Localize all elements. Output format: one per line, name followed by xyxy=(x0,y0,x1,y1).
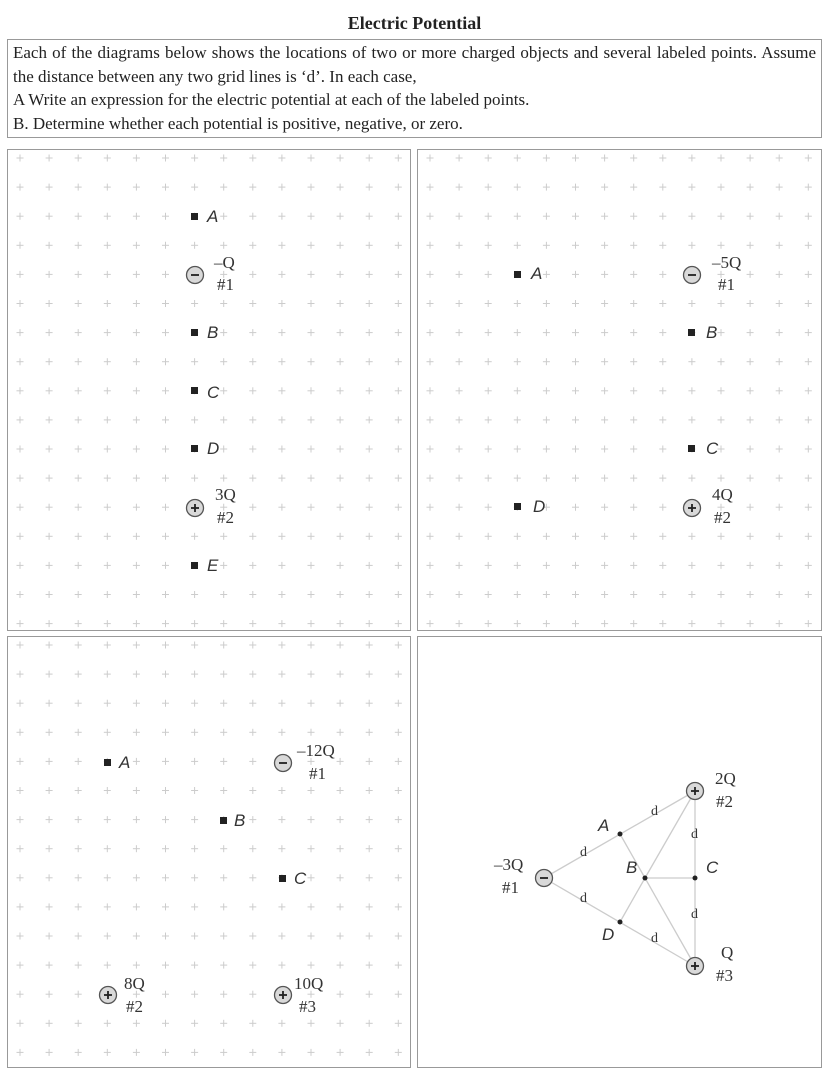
point-d xyxy=(514,497,545,516)
point-a xyxy=(597,816,623,837)
point-c xyxy=(279,869,307,888)
svg-text:–Q: –Q xyxy=(214,253,235,272)
grid-background xyxy=(427,155,812,628)
diagram-2-svg xyxy=(418,150,821,630)
svg-text:#1: #1 xyxy=(502,878,519,897)
svg-text:B: B xyxy=(207,323,219,342)
svg-text:d: d xyxy=(580,891,587,906)
diagram-panel-4 xyxy=(417,636,822,1068)
svg-text:d: d xyxy=(651,804,658,819)
charge-1 xyxy=(684,253,742,294)
point-d xyxy=(191,439,219,458)
point-c xyxy=(693,858,720,881)
charge-3 xyxy=(687,943,734,985)
svg-text:–12Q: –12Q xyxy=(297,741,335,760)
svg-text:A: A xyxy=(531,264,543,283)
svg-text:d: d xyxy=(691,827,698,842)
svg-text:#1: #1 xyxy=(309,764,326,783)
diagram-1-svg xyxy=(8,150,410,630)
svg-text:3Q: 3Q xyxy=(215,485,236,504)
svg-text:#3: #3 xyxy=(299,997,316,1016)
point-b xyxy=(688,323,717,342)
svg-text:#1: #1 xyxy=(217,275,234,294)
svg-text:#1: #1 xyxy=(718,275,735,294)
svg-text:D: D xyxy=(602,925,615,944)
svg-text:B: B xyxy=(706,323,718,342)
svg-text:C: C xyxy=(706,858,719,877)
svg-text:#2: #2 xyxy=(217,508,234,527)
svg-text:A: A xyxy=(119,753,131,772)
svg-text:E: E xyxy=(207,556,219,575)
diagram-panel-2 xyxy=(417,149,822,631)
svg-text:4Q: 4Q xyxy=(712,485,733,504)
svg-text:2Q: 2Q xyxy=(715,769,736,788)
point-b xyxy=(191,323,218,342)
charge-2 xyxy=(100,974,145,1016)
svg-text:B: B xyxy=(626,858,638,877)
diagram-4-svg xyxy=(418,637,821,1067)
point-c xyxy=(688,439,719,458)
svg-text:Q: Q xyxy=(721,943,734,962)
svg-text:8Q: 8Q xyxy=(124,974,145,993)
instructions-line-3: B. Determine whether each potential is positive, negative, or zero. xyxy=(13,113,463,133)
charge-2 xyxy=(684,485,733,527)
page-title: Electric Potential xyxy=(347,13,482,33)
charge-1 xyxy=(275,741,335,783)
svg-text:A: A xyxy=(598,816,610,835)
svg-text:#3: #3 xyxy=(716,966,733,985)
svg-text:C: C xyxy=(207,383,220,402)
point-b xyxy=(220,811,245,830)
svg-text:d: d xyxy=(580,845,587,860)
charge-1 xyxy=(187,253,235,294)
svg-text:D: D xyxy=(207,439,220,458)
diagram-panel-1 xyxy=(7,149,411,631)
instructions-line-1: Each of the diagrams below shows the locations of two or more charged objects and several labeled points. Assume the distance between any two grid lines is ‘d’. In each case, xyxy=(13,43,816,86)
diagram-panel-3 xyxy=(7,636,411,1068)
svg-text:A: A xyxy=(207,207,219,226)
svg-text:B: B xyxy=(234,811,246,830)
point-b xyxy=(626,858,648,881)
grid-background xyxy=(17,642,402,1056)
point-a xyxy=(514,264,542,283)
charge-1 xyxy=(493,855,553,897)
svg-text:#2: #2 xyxy=(714,508,731,527)
triangle-lines xyxy=(544,791,695,966)
svg-text:C: C xyxy=(706,439,719,458)
instructions-box xyxy=(7,39,822,138)
svg-text:d: d xyxy=(691,907,698,922)
diagram-3-svg xyxy=(8,637,410,1067)
svg-text:–3Q: –3Q xyxy=(494,855,524,874)
svg-text:#2: #2 xyxy=(716,792,733,811)
svg-text:D: D xyxy=(533,497,546,516)
svg-text:d: d xyxy=(651,931,658,946)
point-d xyxy=(602,920,623,945)
charge-2 xyxy=(687,769,736,811)
point-e xyxy=(191,556,219,575)
svg-text:C: C xyxy=(294,869,307,888)
svg-text:10Q: 10Q xyxy=(294,974,324,993)
charge-2 xyxy=(187,485,236,527)
svg-text:#2: #2 xyxy=(126,997,143,1016)
instructions-line-2: A Write an expression for the electric potential at each of the labeled points. xyxy=(13,90,530,109)
charge-3 xyxy=(275,974,324,1016)
point-a xyxy=(104,753,130,772)
svg-text:–5Q: –5Q xyxy=(712,253,742,272)
point-a xyxy=(191,207,218,226)
point-c xyxy=(191,383,220,402)
